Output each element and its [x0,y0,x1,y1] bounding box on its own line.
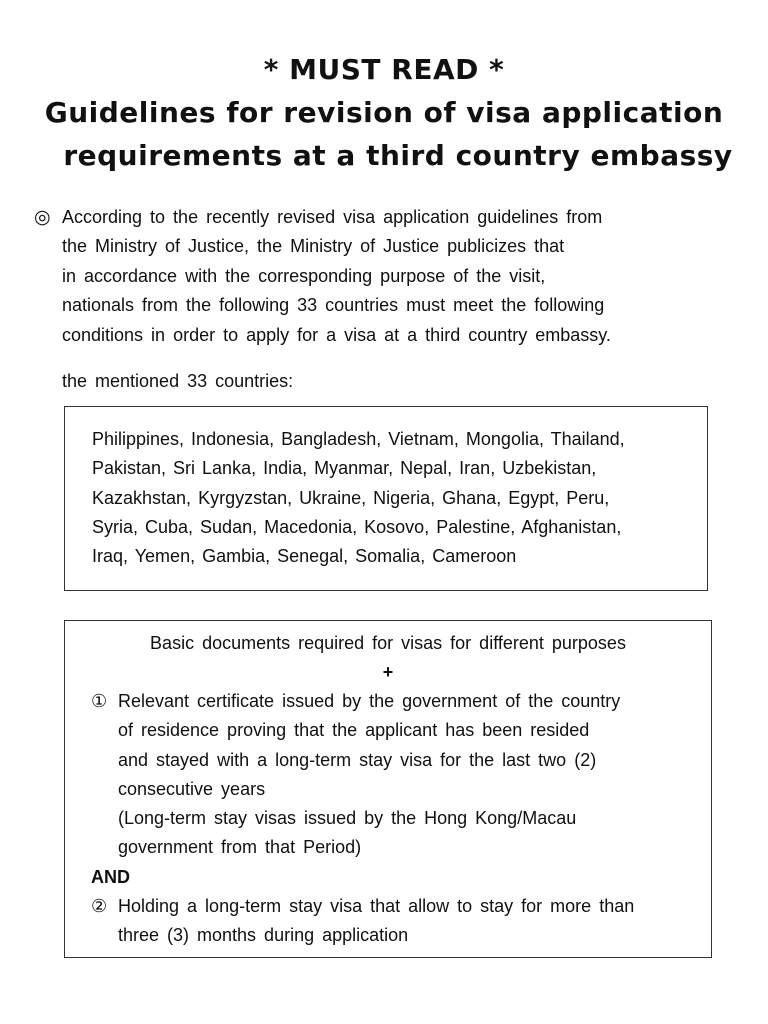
circled-two-marker: ② [91,896,108,916]
requirement-text [118,892,701,951]
requirement-line: (Long-term stay visas issued by the Hong Kong/Macau [118,808,577,829]
and-label: AND [91,867,130,887]
circled-one-marker: ① [91,691,108,711]
country-list-line: Philippines, Indonesia, Bangladesh, Vietnam, Mongolia, Thailand, [92,429,625,449]
requirement-line: government from that Period) [118,837,362,858]
requirement-text [118,687,701,863]
countries-box [64,406,708,591]
requirement-line: Holding a long-term stay visa that allow to stay for more than [118,896,635,916]
intro-line: in accordance with the corresponding purpose of the visit, [62,265,546,286]
title-line-1: Guidelines for revision of visa application [44,96,724,129]
requirements-box [64,620,712,958]
country-list-line: Pakistan, Sri Lanka, India, Myanmar, Nepal, Iran, Uzbekistan, [92,458,597,479]
requirement-line: three (3) months during application [118,925,409,946]
intro-line: conditions in order to apply for a visa at a third country embassy. [62,324,611,345]
country-list-line: Iraq, Yemen, Gambia, Senegal, Somalia, Cameroon [92,546,517,567]
country-list-line: Syria, Cuba, Sudan, Macedonia, Kosovo, Palestine, Afghanistan, [92,516,622,537]
intro-line: the Ministry of Justice, the Ministry of Justice publicizes that [62,236,565,257]
requirement-line: Relevant certificate issued by the government of the country [118,691,621,711]
intro-text [62,203,694,350]
plus-sign: + [382,662,394,682]
country-list-line: Kazakhstan, Kyrgyzstan, Ukraine, Nigeria, Ghana, Egypt, Peru, [92,487,610,508]
requirement-item-2 [91,892,701,951]
title-line-2: requirements at a third country embassy [63,139,733,172]
double-circle-bullet-icon: ◎ [34,207,51,228]
intro-line: nationals from the following 33 countries must meet the following [62,295,605,316]
title-must-read: * MUST READ * [263,53,505,86]
document-title [0,48,768,177]
requirements-heading: Basic documents required for visas for different purposes [150,633,626,653]
intro-line: According to the recently revised visa application guidelines from [62,207,603,227]
requirement-item-1 [91,687,701,863]
countries-label: the mentioned 33 countries: [62,371,294,391]
requirement-line: and stayed with a long-term stay visa for the last two (2) [118,749,597,770]
intro-paragraph [34,203,694,350]
requirement-line: of residence proving that the applicant has been resided [118,720,590,741]
requirement-line: consecutive years [118,778,266,799]
